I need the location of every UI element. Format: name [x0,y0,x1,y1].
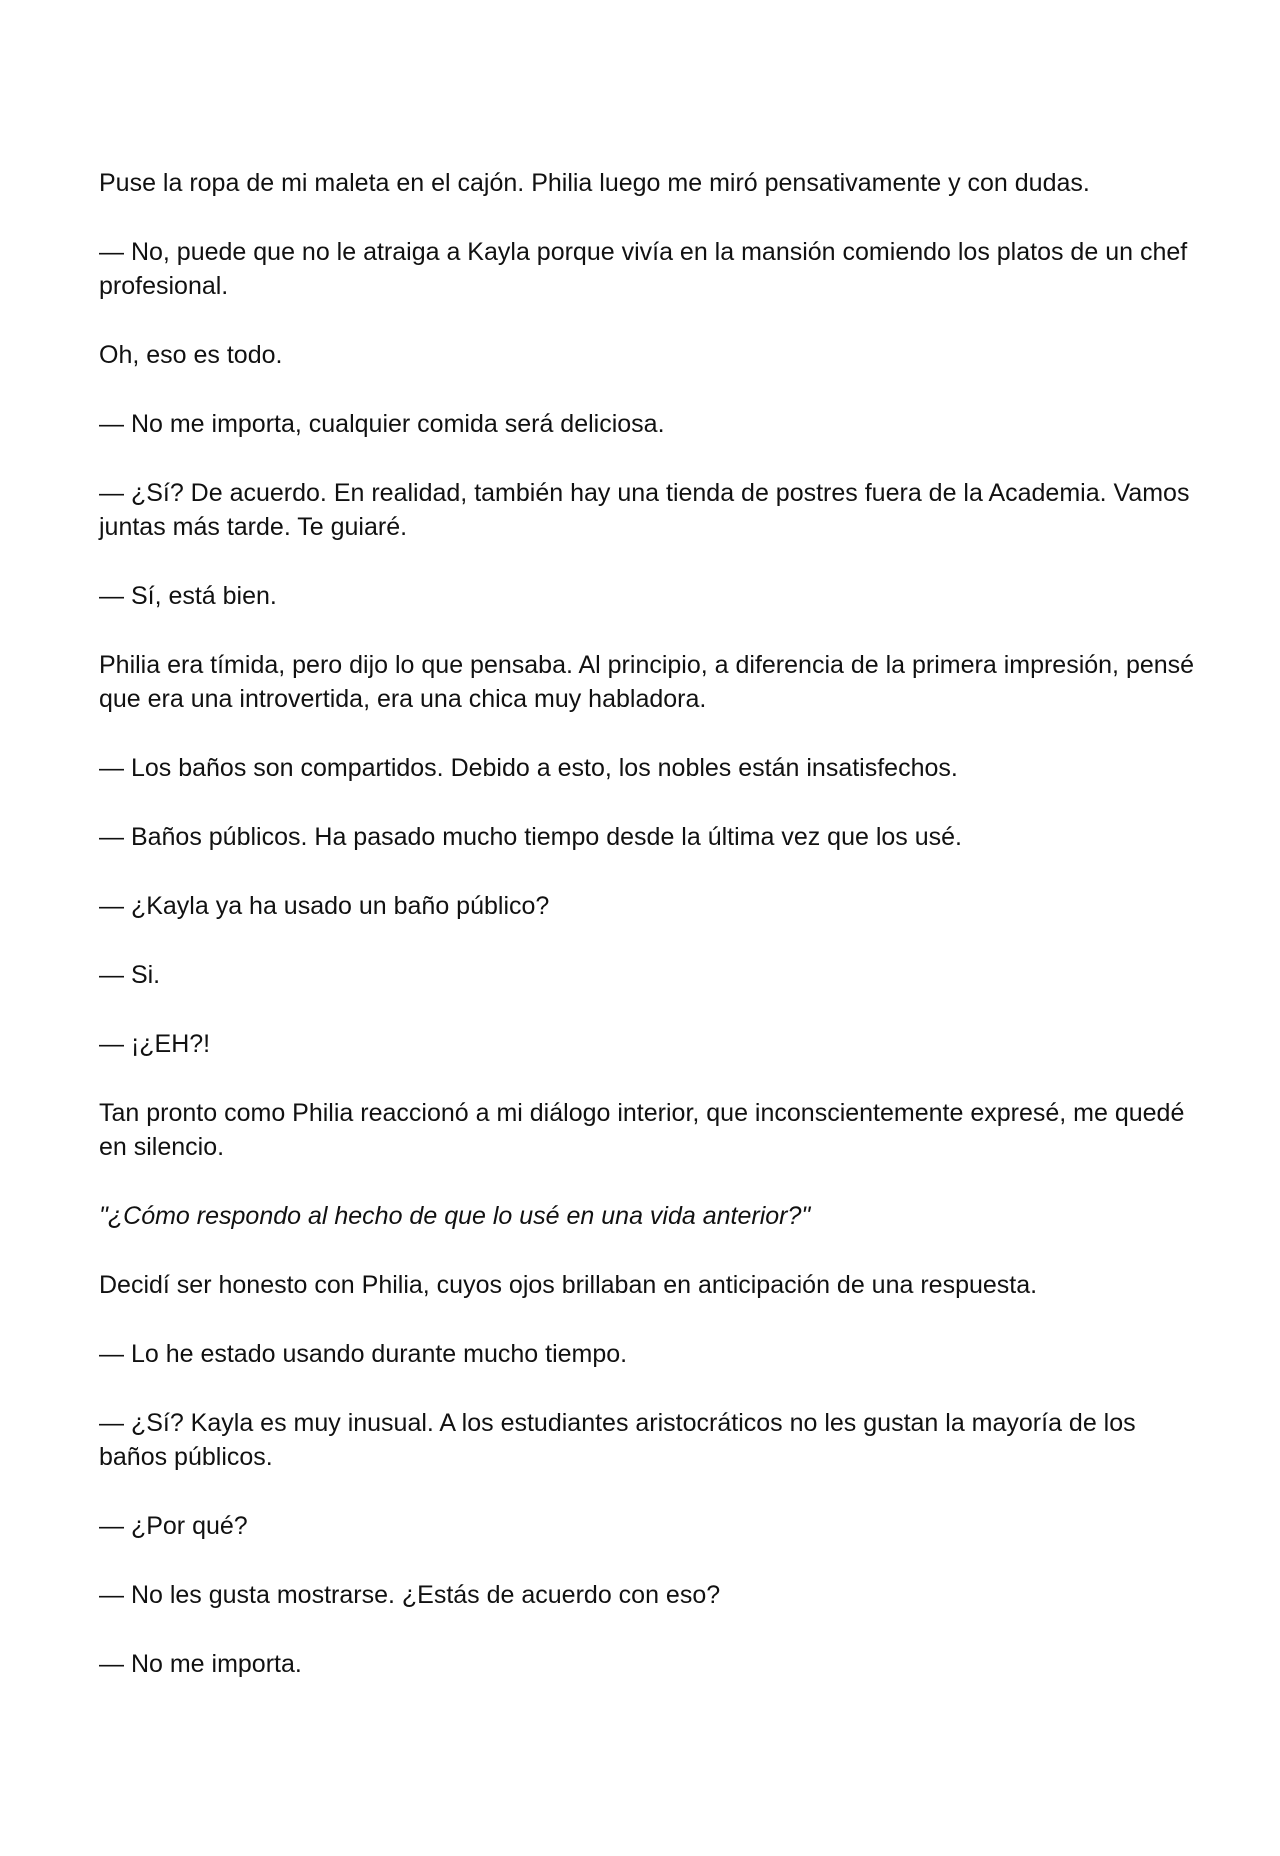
paragraph: — ¿Por qué? [99,1512,248,1540]
paragraph: — No les gusta mostrarse. ¿Estás de acuerdo con eso? [99,1581,721,1609]
paragraph: — Lo he estado usando durante mucho tiempo. [99,1340,628,1368]
paragraph: Tan pronto como Philia reaccionó a mi diálogo interior, que inconscientemente expresé, me quedé en silencio. [99,1099,1185,1161]
paragraph: — ¡¿EH?! [99,1030,211,1058]
paragraph: — ¿Kayla ya ha usado un baño público? [99,892,550,920]
paragraph: — ¿Sí? Kayla es muy inusual. A los estudiantes aristocráticos no les gustan la mayoría de los baños públicos. [99,1409,1136,1471]
paragraph: Puse la ropa de mi maleta en el cajón. Philia luego me miró pensativamente y con dudas. [99,169,1090,197]
paragraph: Decidí ser honesto con Philia, cuyos ojos brillaban en anticipación de una respuesta. [99,1271,1038,1299]
paragraph: — Los baños son compartidos. Debido a esto, los nobles están insatisfechos. [99,754,958,782]
document-body [99,166,1199,1716]
paragraph: — ¿Sí? De acuerdo. En realidad, también hay una tienda de postres fuera de la Academia. Vamos juntas más tarde. Te guiaré. [99,479,1190,541]
paragraph: — No me importa, cualquier comida será deliciosa. [99,410,665,438]
paragraph: — No me importa. [99,1650,302,1678]
paragraph: Oh, eso es todo. [99,341,283,369]
paragraph: Philia era tímida, pero dijo lo que pensaba. Al principio, a diferencia de la primera impresión, pensé que era una introvertida, era una chica muy habladora. [99,651,1195,713]
paragraph: — No, puede que no le atraiga a Kayla porque vivía en la mansión comiendo los platos de un chef profesional. [99,238,1188,300]
paragraph: — Baños públicos. Ha pasado mucho tiempo desde la última vez que los usé. [99,823,962,851]
paragraph-italic-thought: "¿Cómo respondo al hecho de que lo usé en una vida anterior?" [99,1202,811,1230]
paragraph: — Sí, está bien. [99,582,277,610]
paragraph: — Si. [99,961,161,989]
